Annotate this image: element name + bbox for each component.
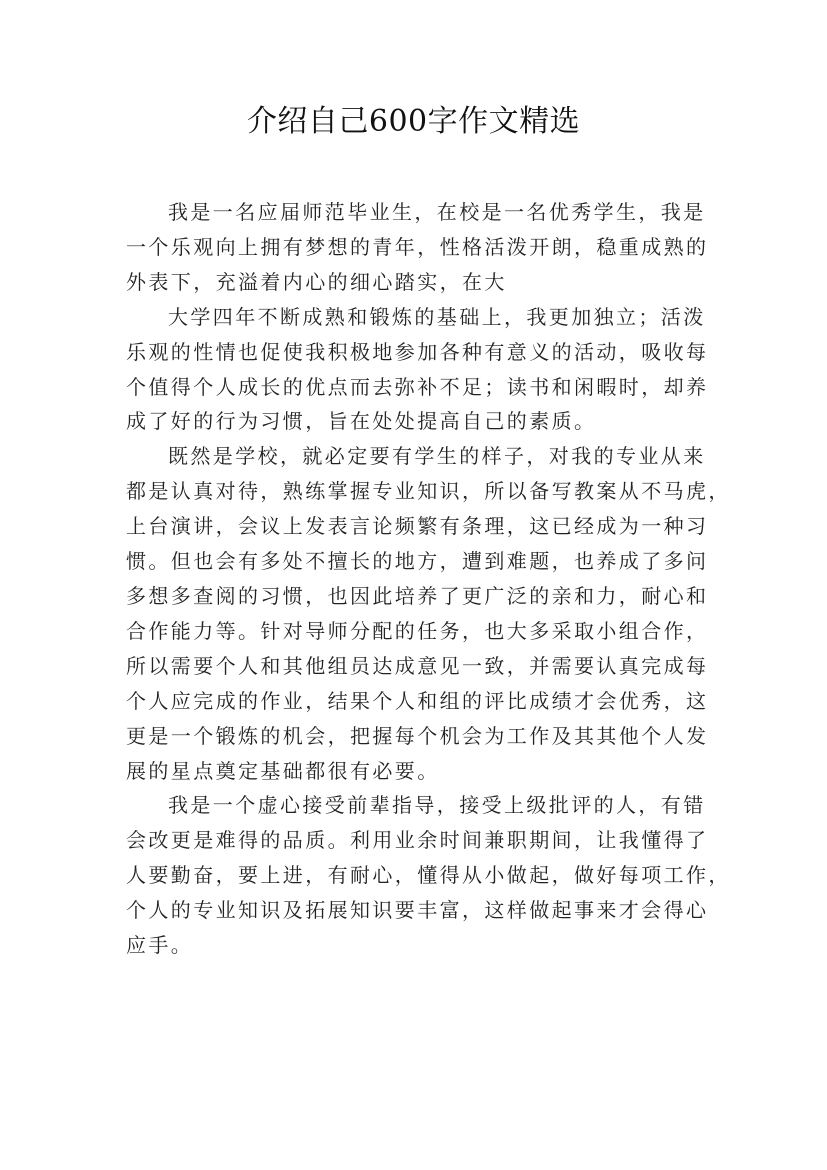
text-line: 应手。 xyxy=(126,933,194,958)
text-line: 惯。但也会有多处不擅长的地方，遭到难题，也养成了多问 xyxy=(126,549,709,574)
text-line: 合作能力等。针对导师分配的任务，也大多采取小组合作， xyxy=(126,618,709,643)
text-line: 上台演讲，会议上发表言论频繁有条理，这已经成为一种习 xyxy=(126,514,709,539)
text-line: 个值得个人成长的优点而去弥补不足；读书和闲暇时，却养 xyxy=(126,374,709,399)
text-line: 人要勤奋，要上进，有耐心，懂得从小做起，做好每项工作， xyxy=(126,863,731,888)
text-line: 既然是学校，就必定要有学生的样子，对我的专业从来 xyxy=(168,444,706,469)
text-line: 外表下，充溢着内心的细心踏实，在大 xyxy=(126,269,507,294)
paragraph-3 xyxy=(126,439,731,788)
text-line: 更是一个锻炼的机会，把握每个机会为工作及其其他个人发 xyxy=(126,723,709,748)
paragraph-4 xyxy=(126,788,731,963)
essay-body xyxy=(126,195,731,963)
text-line: 个人的专业知识及拓展知识要丰富，这样做起事来才会得心 xyxy=(126,898,709,923)
text-line: 一个乐观向上拥有梦想的青年，性格活泼开朗，稳重成熟的 xyxy=(126,234,709,259)
paragraph-1 xyxy=(126,195,712,300)
page-title: 介绍自己600字作文精选 xyxy=(246,104,581,139)
text-line: 乐观的性情也促使我积极地参加各种有意义的活动，吸收每 xyxy=(126,339,709,364)
text-line: 我是一名应届师范毕业生，在校是一名优秀学生，我是 xyxy=(168,200,706,224)
text-line: 我是一个虚心接受前辈指导，接受上级批评的人，有错 xyxy=(168,793,706,818)
text-line: 所以需要个人和其他组员达成意见一致，并需要认真完成每 xyxy=(126,653,709,678)
text-line: 展的星点奠定基础都很有必要。 xyxy=(126,758,440,783)
text-line: 都是认真对待，熟练掌握专业知识，所以备写教案从不马虎， xyxy=(126,479,731,504)
text-line: 成了好的行为习惯，旨在处处提高自己的素质。 xyxy=(126,409,597,434)
text-line: 会改更是难得的品质。利用业余时间兼职期间，让我懂得了 xyxy=(126,828,709,853)
text-line: 大学四年不断成熟和锻炼的基础上，我更加独立；活泼 xyxy=(168,304,706,329)
text-line: 个人应完成的作业，结果个人和组的评比成绩才会优秀，这 xyxy=(126,688,709,713)
text-line: 多想多查阅的习惯，也因此培养了更广泛的亲和力，耐心和 xyxy=(126,583,709,608)
paragraph-2 xyxy=(126,300,712,440)
